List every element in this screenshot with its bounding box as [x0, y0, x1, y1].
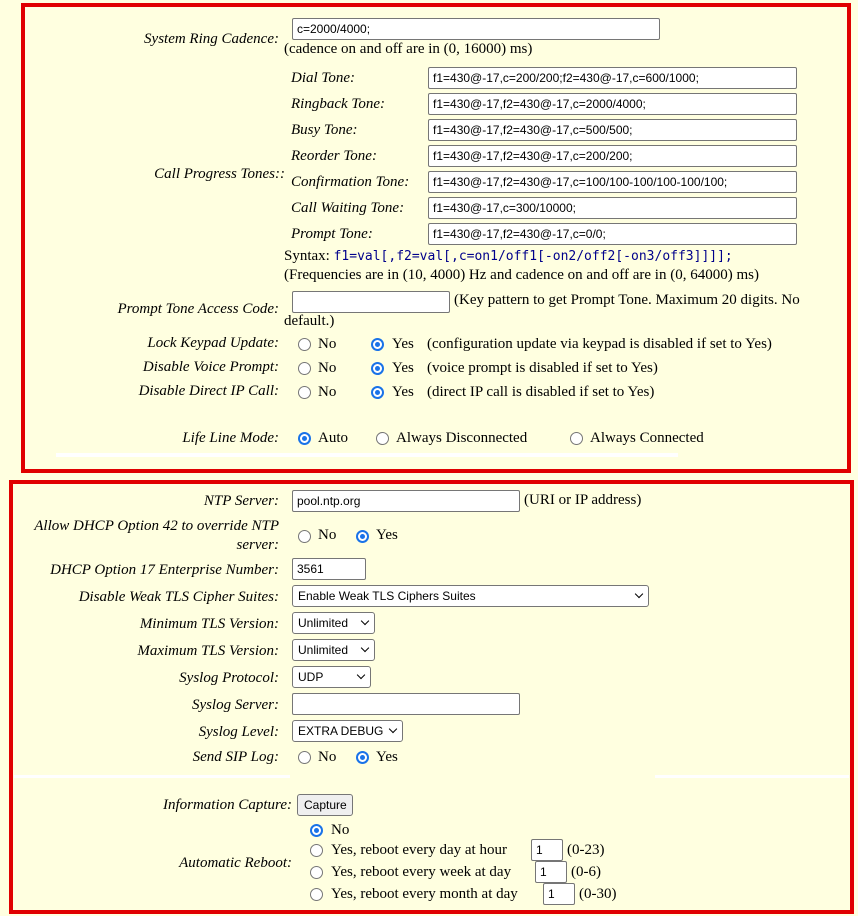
- syslog-level-select[interactable]: [292, 720, 403, 742]
- disable-voice-no-radio[interactable]: [298, 362, 311, 375]
- call-waiting-tone-input[interactable]: [428, 197, 797, 219]
- life-line-auto-label: Auto: [318, 430, 348, 446]
- busy-tone-input[interactable]: [428, 119, 797, 141]
- prompt-tone-label: Prompt Tone:: [291, 226, 373, 242]
- prompt-code-note-cont: default.): [284, 313, 335, 329]
- life-line-connected-label: Always Connected: [590, 430, 704, 446]
- dhcp17-label: DHCP Option 17 Enterprise Number:: [50, 562, 279, 578]
- reorder-tone-label: Reorder Tone:: [291, 148, 377, 164]
- disable-voice-yes-radio[interactable]: [371, 362, 384, 375]
- syntax-code: f1=val[,f2=val[,c=on1/off1[-on2/off2[-on3/off3]]]];: [333, 249, 733, 264]
- disable-voice-no-label: No: [318, 360, 337, 376]
- dhcp17-input[interactable]: [292, 558, 366, 580]
- ring-cadence-note: (cadence on and off are in (0, 16000) ms): [284, 41, 533, 57]
- syslog-level-selected: EXTRA DEBUG: [298, 724, 384, 738]
- life-line-disconnected-radio[interactable]: [376, 432, 389, 445]
- auto-reboot-day-radio[interactable]: [310, 844, 323, 857]
- ringback-tone-label: Ringback Tone:: [291, 96, 386, 112]
- reboot-month-input[interactable]: [543, 883, 575, 905]
- syslog-protocol-selected: UDP: [298, 670, 324, 684]
- confirmation-tone-label: Confirmation Tone:: [291, 174, 410, 190]
- ring-cadence-input[interactable]: [292, 18, 660, 40]
- life-line-disconnected-label: Always Disconnected: [396, 430, 528, 446]
- auto-reboot-week-radio[interactable]: [310, 866, 323, 879]
- divider: [14, 775, 290, 778]
- dial-tone-label: Dial Tone:: [291, 70, 356, 86]
- weak-tls-label: Disable Weak TLS Cipher Suites:: [78, 589, 279, 605]
- divider: [56, 453, 678, 457]
- chevron-down-icon: [361, 617, 369, 625]
- syslog-server-input[interactable]: [292, 693, 520, 715]
- max-tls-selected: Unlimited: [298, 643, 349, 657]
- disable-direct-ip-note: (direct IP call is disabled if set to Yes): [427, 384, 655, 400]
- min-tls-select[interactable]: [292, 612, 375, 634]
- chevron-down-icon: [635, 590, 643, 598]
- life-line-connected-radio[interactable]: [570, 432, 583, 445]
- prompt-code-note: (Key pattern to get Prompt Tone. Maximum 20 digits. No: [454, 292, 800, 308]
- disable-voice-note: (voice prompt is disabled if set to Yes): [427, 360, 658, 376]
- auto-reboot-month-label: Yes, reboot every month at day: [331, 886, 518, 902]
- chevron-down-icon: [389, 725, 397, 733]
- call-waiting-tone-label: Call Waiting Tone:: [291, 200, 405, 216]
- syslog-server-label: Syslog Server:: [191, 697, 279, 713]
- max-tls-label: Maximum TLS Version:: [137, 643, 279, 659]
- ntp-server-label: NTP Server:: [203, 493, 279, 509]
- call-progress-label: Call Progress Tones::: [154, 166, 285, 182]
- sip-log-label: Send SIP Log:: [192, 749, 279, 765]
- auto-reboot-label: Automatic Reboot:: [179, 855, 292, 871]
- auto-reboot-month-radio[interactable]: [310, 888, 323, 901]
- lock-keypad-yes-radio[interactable]: [371, 338, 384, 351]
- ntp-server-note: (URI or IP address): [524, 492, 642, 508]
- disable-voice-yes-label: Yes: [392, 360, 414, 376]
- busy-tone-label: Busy Tone:: [291, 122, 358, 138]
- lock-keypad-note: (configuration update via keypad is disabled if set to Yes): [427, 336, 772, 352]
- dhcp42-no-label: No: [318, 527, 337, 543]
- divider: [655, 775, 849, 778]
- max-tls-select[interactable]: [292, 639, 375, 661]
- reboot-hour-range: (0-23): [567, 842, 605, 858]
- reboot-week-range: (0-6): [571, 864, 601, 880]
- disable-direct-ip-yes-radio[interactable]: [371, 386, 384, 399]
- life-line-label: Life Line Mode:: [182, 430, 279, 446]
- chevron-down-icon: [361, 644, 369, 652]
- min-tls-selected: Unlimited: [298, 616, 349, 630]
- sip-log-no-radio[interactable]: [298, 751, 311, 764]
- dhcp42-yes-label: Yes: [376, 527, 398, 543]
- dhcp42-no-radio[interactable]: [298, 530, 311, 543]
- syntax-line: [284, 248, 733, 265]
- life-line-auto-radio[interactable]: [298, 432, 311, 445]
- confirmation-tone-input[interactable]: [428, 171, 797, 193]
- auto-reboot-no-radio[interactable]: [310, 824, 323, 837]
- dial-tone-input[interactable]: [428, 67, 797, 89]
- lock-keypad-no-label: No: [318, 336, 337, 352]
- prompt-code-label: Prompt Tone Access Code:: [117, 301, 279, 317]
- lock-keypad-yes-label: Yes: [392, 336, 414, 352]
- reboot-month-range: (0-30): [579, 886, 617, 902]
- dhcp42-yes-radio[interactable]: [356, 530, 369, 543]
- auto-reboot-week-label: Yes, reboot every week at day: [331, 864, 512, 880]
- disable-direct-ip-yes-label: Yes: [392, 384, 414, 400]
- reboot-hour-input[interactable]: [531, 839, 563, 861]
- dhcp42-label: Allow DHCP Option 42 to override NTP: [34, 518, 279, 534]
- syslog-protocol-label: Syslog Protocol:: [179, 670, 279, 686]
- frequency-note: (Frequencies are in (10, 4000) Hz and cadence on and off are in (0, 64000) ms): [284, 267, 759, 283]
- disable-voice-label: Disable Voice Prompt:: [142, 359, 279, 375]
- auto-reboot-no-label: No: [331, 822, 350, 838]
- disable-direct-ip-no-radio[interactable]: [298, 386, 311, 399]
- capture-button[interactable]: Capture: [297, 794, 353, 816]
- syslog-protocol-select[interactable]: [292, 666, 371, 688]
- lock-keypad-label: Lock Keypad Update:: [147, 335, 279, 351]
- disable-direct-ip-no-label: No: [318, 384, 337, 400]
- prompt-code-input[interactable]: [292, 291, 450, 313]
- prompt-tone-input[interactable]: [428, 223, 797, 245]
- syslog-level-label: Syslog Level:: [198, 724, 279, 740]
- sip-log-no-label: No: [318, 749, 337, 765]
- lock-keypad-no-radio[interactable]: [298, 338, 311, 351]
- min-tls-label: Minimum TLS Version:: [139, 616, 279, 632]
- reorder-tone-input[interactable]: [428, 145, 797, 167]
- info-capture-label: Information Capture:: [162, 797, 292, 813]
- reboot-week-input[interactable]: [535, 861, 567, 883]
- ringback-tone-input[interactable]: [428, 93, 797, 115]
- sip-log-yes-label: Yes: [376, 749, 398, 765]
- ring-cadence-label: System Ring Cadence:: [144, 31, 279, 47]
- ntp-server-input[interactable]: [292, 490, 520, 512]
- auto-reboot-day-label: Yes, reboot every day at hour: [331, 842, 507, 858]
- weak-tls-select[interactable]: [292, 585, 649, 607]
- sip-log-yes-radio[interactable]: [356, 751, 369, 764]
- syntax-prefix: Syntax:: [284, 248, 330, 264]
- disable-direct-ip-label: Disable Direct IP Call:: [138, 383, 279, 399]
- dhcp42-label-cont: server:: [236, 537, 279, 553]
- chevron-down-icon: [357, 671, 365, 679]
- weak-tls-selected: Enable Weak TLS Ciphers Suites: [298, 589, 476, 603]
